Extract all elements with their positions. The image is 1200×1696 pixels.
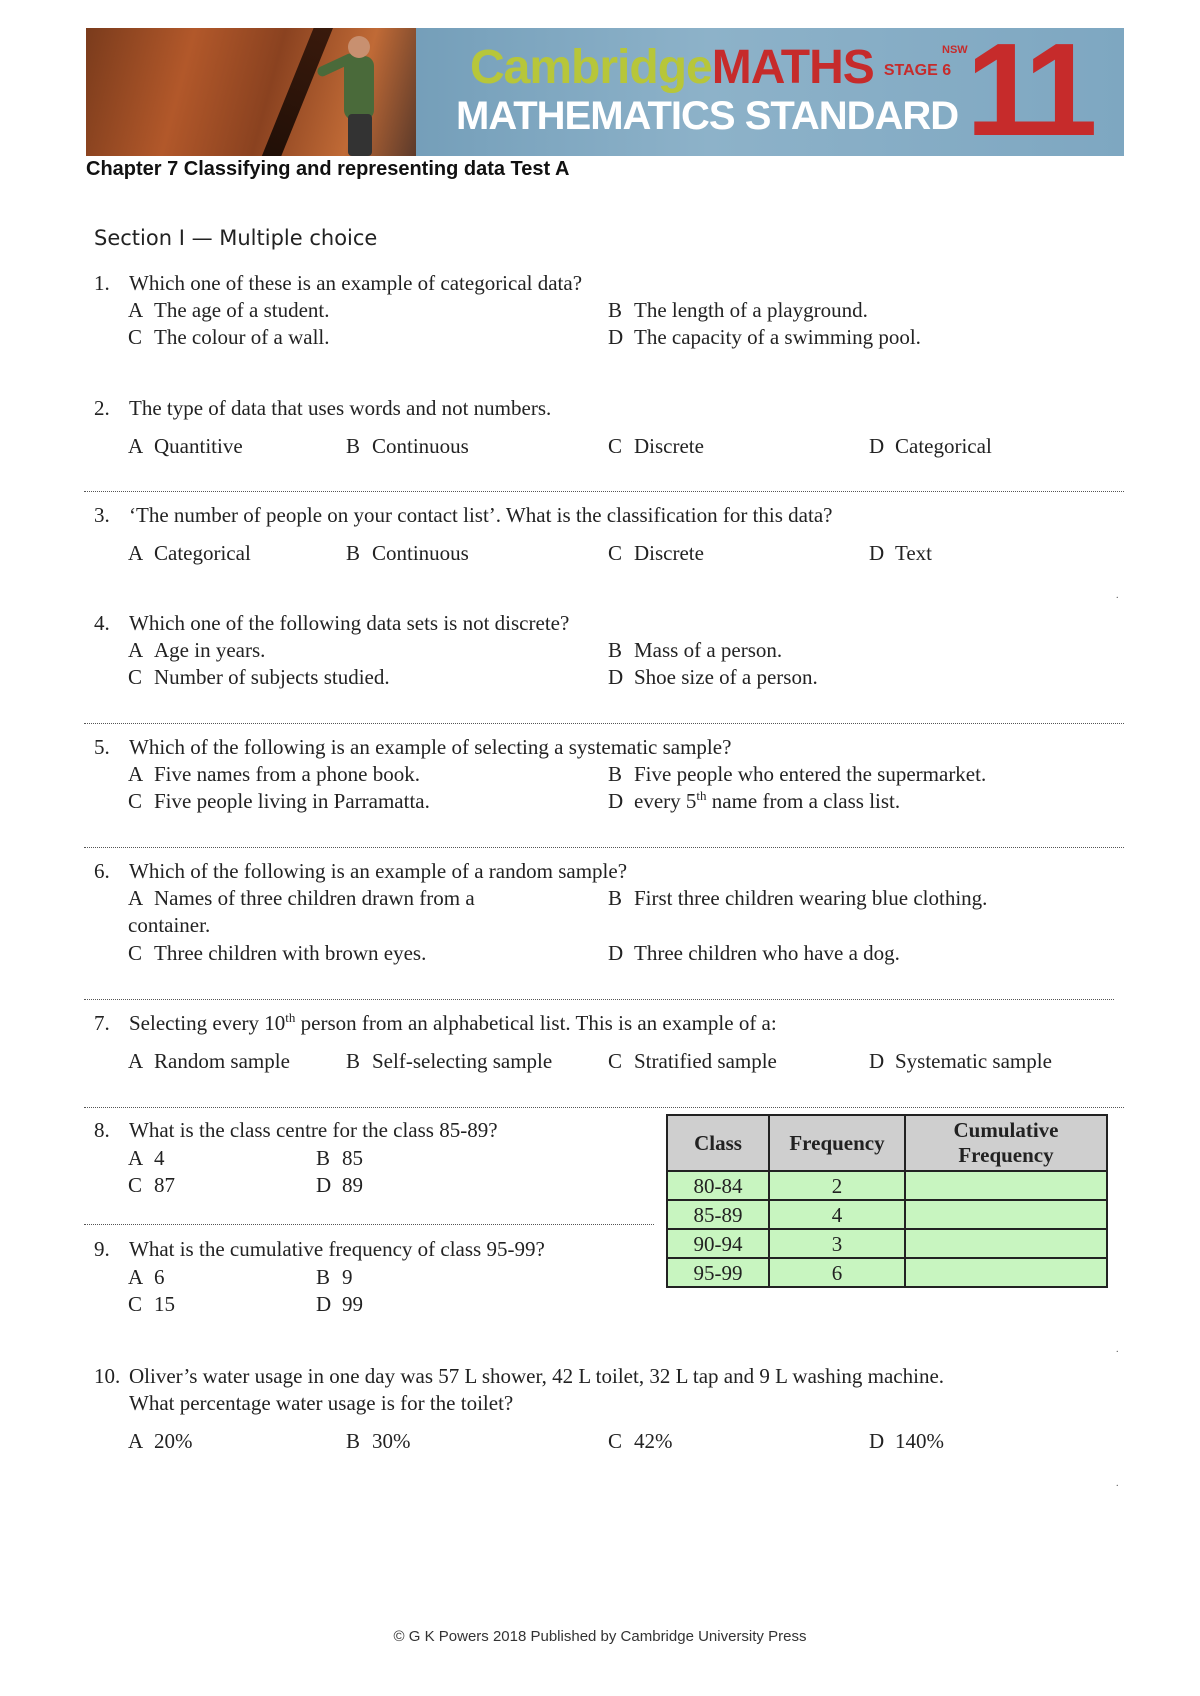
option-6b[interactable]: B First three children wearing blue clothing.	[608, 886, 988, 910]
option-2a[interactable]: A Quantitive	[128, 434, 243, 458]
option-10a[interactable]: A 20%	[128, 1429, 193, 1453]
option-1a[interactable]: A The age of a student.	[128, 298, 330, 322]
option-6a[interactable]: A Names of three children drawn from a container.	[128, 886, 475, 937]
option-8a[interactable]: A 4	[128, 1146, 165, 1170]
option-8c[interactable]: C 87	[128, 1173, 175, 1197]
divider	[84, 847, 1124, 848]
brand-nsw: NSW	[942, 44, 968, 56]
stray-mark: .	[1116, 1478, 1119, 1489]
option-3a[interactable]: A Categorical	[128, 541, 251, 565]
cell-class: 90-94	[667, 1229, 769, 1258]
cell-cumulative[interactable]	[905, 1200, 1107, 1229]
cell-cumulative[interactable]	[905, 1171, 1107, 1200]
option-3c[interactable]: C Discrete	[608, 541, 704, 565]
option-7a[interactable]: A Random sample	[128, 1049, 290, 1073]
cell-class: 95-99	[667, 1258, 769, 1287]
option-3d[interactable]: D Text	[869, 541, 933, 565]
option-9b[interactable]: B 9	[316, 1265, 353, 1289]
section-heading: Section I — Multiple choice	[94, 226, 378, 250]
option-9c[interactable]: C 15	[128, 1292, 175, 1316]
table-row	[667, 1171, 1107, 1200]
table-header-cumulative: Cumulative Frequency	[905, 1115, 1107, 1171]
table-header-row	[667, 1115, 1107, 1171]
cell-cumulative[interactable]	[905, 1258, 1107, 1287]
cell-frequency: 3	[769, 1229, 905, 1258]
option-1c[interactable]: C The colour of a wall.	[128, 325, 330, 349]
option-4a[interactable]: A Age in years.	[128, 638, 266, 662]
option-5d[interactable]: D every 5th name from a class list.	[608, 788, 901, 813]
divider	[84, 999, 1114, 1000]
climber-photo	[86, 28, 416, 156]
divider	[84, 723, 1124, 724]
table-row	[667, 1229, 1107, 1258]
divider	[84, 1224, 654, 1225]
brand-subject: MATHEMATICS STANDARD	[456, 94, 959, 138]
option-5b[interactable]: B Five people who entered the supermarket.	[608, 762, 987, 786]
footer-copyright: © G K Powers 2018 Published by Cambridge University Press	[393, 1628, 807, 1645]
option-9d[interactable]: D 99	[316, 1292, 363, 1316]
option-2c[interactable]: C Discrete	[608, 434, 704, 458]
table-header-class: Class	[667, 1115, 769, 1171]
cell-cumulative[interactable]	[905, 1229, 1107, 1258]
option-4c[interactable]: C Number of subjects studied.	[128, 665, 390, 689]
option-10b[interactable]: B 30%	[346, 1429, 411, 1453]
cell-frequency: 2	[769, 1171, 905, 1200]
cell-frequency: 4	[769, 1200, 905, 1229]
option-7c[interactable]: C Stratified sample	[608, 1049, 777, 1073]
option-8d[interactable]: D 89	[316, 1173, 363, 1197]
cell-class: 85-89	[667, 1200, 769, 1229]
option-6c[interactable]: C Three children with brown eyes.	[128, 941, 427, 965]
option-9a[interactable]: A 6	[128, 1265, 165, 1289]
divider	[84, 1107, 1124, 1108]
option-10d[interactable]: D 140%	[869, 1429, 944, 1453]
page-title: Chapter 7 Classifying and representing data Test A	[86, 158, 570, 180]
cell-frequency: 6	[769, 1258, 905, 1287]
option-7d[interactable]: D Systematic sample	[869, 1049, 1052, 1073]
frequency-table	[666, 1114, 1108, 1288]
table-header-frequency: Frequency	[769, 1115, 905, 1171]
option-3b[interactable]: B Continuous	[346, 541, 469, 565]
option-7b[interactable]: B Self-selecting sample	[346, 1049, 553, 1073]
option-2d[interactable]: D Categorical	[869, 434, 992, 458]
stray-mark: .	[1116, 590, 1119, 601]
option-4d[interactable]: D Shoe size of a person.	[608, 665, 818, 689]
table-row	[667, 1200, 1107, 1229]
brand-logo: CambridgeMATHS STAGE 6	[470, 41, 952, 94]
option-4b[interactable]: B Mass of a person.	[608, 638, 783, 662]
header-banner	[86, 28, 1124, 156]
divider	[84, 491, 1124, 492]
cell-class: 80-84	[667, 1171, 769, 1200]
option-6d[interactable]: D Three children who have a dog.	[608, 941, 900, 965]
option-5c[interactable]: C Five people living in Parramatta.	[128, 789, 430, 813]
option-1b[interactable]: B The length of a playground.	[608, 298, 868, 322]
option-2b[interactable]: B Continuous	[346, 434, 469, 458]
option-10c[interactable]: C 42%	[608, 1429, 673, 1453]
option-8b[interactable]: B 85	[316, 1146, 363, 1170]
table-row	[667, 1258, 1107, 1287]
stray-mark: .	[1116, 1344, 1119, 1355]
option-5a[interactable]: A Five names from a phone book.	[128, 762, 420, 786]
brand-year: 11	[966, 28, 1090, 156]
option-1d[interactable]: D The capacity of a swimming pool.	[608, 325, 921, 349]
